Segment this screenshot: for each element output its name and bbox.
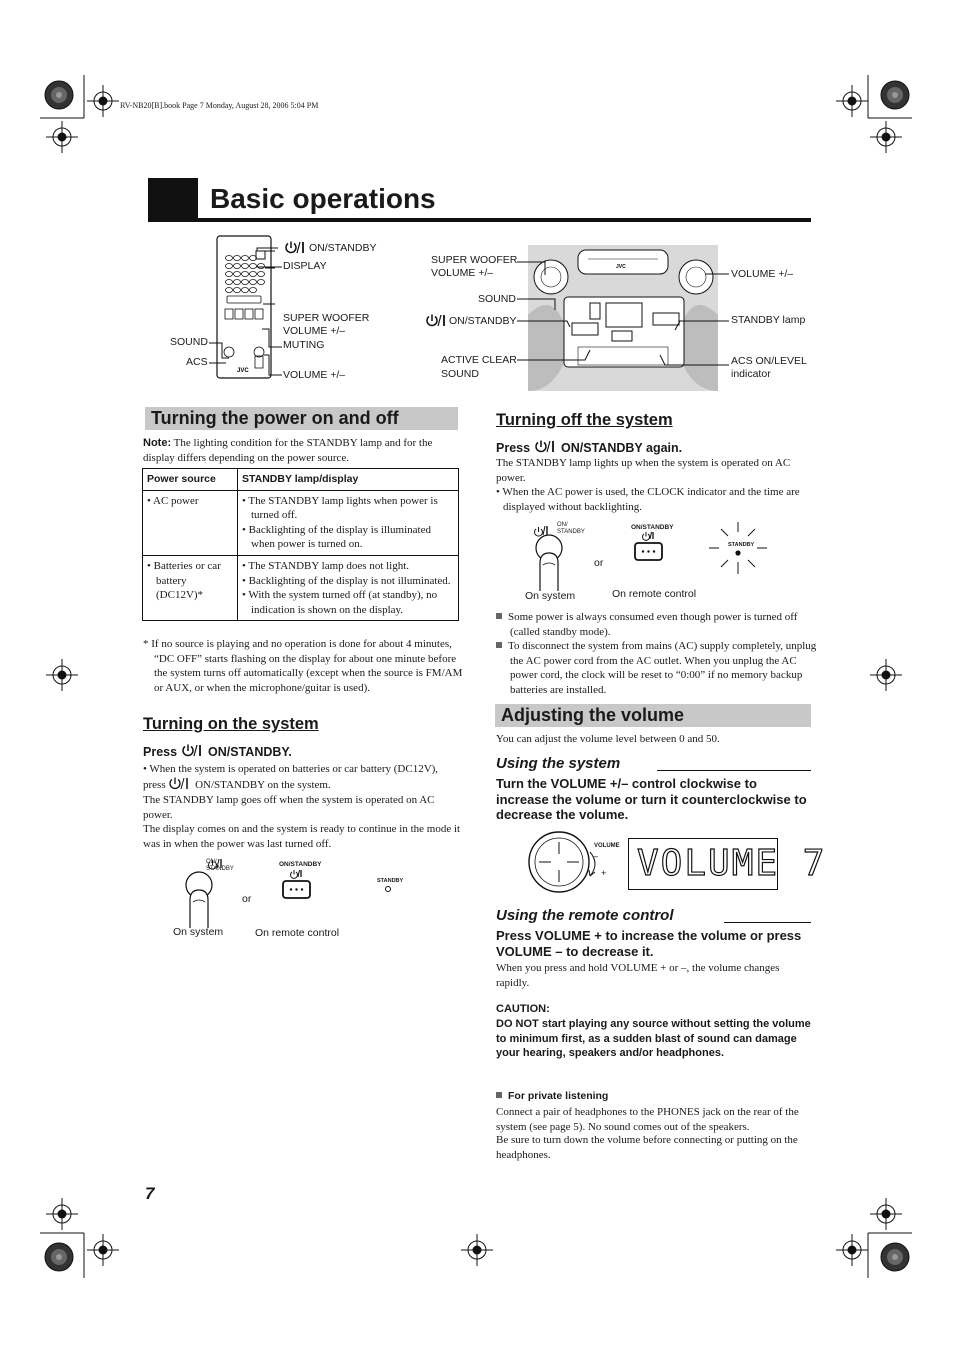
power-source-table [142, 468, 459, 621]
private-listening-para1: Connect a pair of headphones to the PHONES jack on the rear of the system (see page 5). No sound comes out of the speakers. [496, 1106, 799, 1133]
unit-label-on-standby: ON/STANDBY [449, 315, 517, 327]
remote-callout-lines [204, 240, 284, 390]
knob-minus-label: – [593, 851, 599, 861]
table-cell [143, 490, 238, 555]
power-symbol-icon [284, 241, 308, 255]
section-volume-heading [495, 704, 811, 727]
fig-or: or [594, 557, 604, 569]
unit-label-sound: SOUND [478, 293, 516, 305]
power-symbol-icon [425, 314, 449, 328]
note-text: To disconnect the system from mains (AC) supply completely, unplug the AC power cord from the AC outlet. When you unplug the AC power cord, the clock will be reset to “0:00” if no memory backup batteries are installed. [508, 640, 817, 696]
turn-off-press-instruction [496, 440, 682, 455]
heading-rule [724, 922, 811, 923]
table-cell-text: • AC power [147, 494, 199, 507]
heading-rule [657, 770, 811, 771]
private-heading-text: For private listening [508, 1090, 609, 1102]
remote-label-super-woofer-volume: VOLUME +/– [283, 325, 346, 337]
unit-callout-lines [515, 255, 730, 380]
fig-on-standby-label [557, 522, 585, 536]
table-row [143, 555, 459, 620]
fig-label-part: ON/ [206, 859, 217, 865]
private-listening-heading [496, 1090, 608, 1102]
turn-on-para1: The STANDBY lamp goes off when the system is operated on AC power. [143, 794, 435, 821]
fig-on-remote: On remote control [612, 588, 697, 600]
press-word: Press [496, 441, 531, 455]
remote-label-muting: MUTING [283, 339, 325, 351]
table-cell-text: • With the system turned off (at standby), no indication is shown on the display. [242, 589, 438, 616]
note-label: Note: [143, 437, 172, 449]
standby-lamp-off-icon [383, 884, 393, 894]
square-bullet-icon [496, 642, 502, 648]
table-header: Power source [143, 469, 238, 491]
footnote: * If no source is playing and no operation is done for about 4 minutes, “DC OFF” starts flashing on the display for about one minute before the system turns off automatically (except when the source is FM/AM or AUX, or when the microphone/guitar is used). [143, 638, 463, 694]
unit-label-super-woofer-volume: VOLUME +/– [431, 267, 494, 279]
note-text: The lighting condition for the STANDBY lamp and for the display differs depending on the power source. [143, 437, 433, 464]
knob-plus-label: + [601, 868, 607, 878]
fig-label-part: ON/ [557, 522, 568, 528]
remote-label-on-standby: ON/STANDBY [309, 242, 377, 254]
fig-on-remote: On remote control [255, 927, 340, 939]
fig-standby-label: STANDBY [377, 878, 404, 884]
turn-off-note-2 [496, 639, 822, 697]
unit-label-volume: VOLUME +/– [731, 268, 794, 280]
section-power-title: Turning the power on and off [151, 408, 399, 428]
press-word: Press [143, 745, 178, 759]
using-remote-heading: Using the remote control [496, 907, 674, 924]
bullet-text: • When the system is operated on batteries or car battery (DC12V), press [143, 763, 439, 791]
turn-on-heading: Turning on the system [143, 715, 319, 733]
fig-on-standby-label [206, 859, 234, 873]
table-cell-text: • The STANDBY lamp lights when power is turned off. [242, 494, 438, 522]
press-target: ON/STANDBY again. [561, 441, 683, 455]
power-symbol-icon [168, 777, 192, 790]
table-cell-text: • Backlighting of the display is illuminated when power is turned on. [242, 523, 431, 551]
power-note [143, 436, 461, 465]
remote-label-super-woofer: SUPER WOOFER [283, 312, 370, 324]
volume-display-text: VOLUME 7 [637, 843, 827, 884]
title-block [148, 178, 198, 220]
fig-on-system: On system [173, 926, 224, 938]
remote-label-display: DISPLAY [283, 260, 327, 272]
system-volume-instruction: Turn the VOLUME +/– control clockwise to increase the volume or turn it counterclockwise to decrease the volume. [496, 776, 807, 823]
unit-label-active-clear-sound: SOUND [441, 368, 479, 380]
fig-remote-on-standby-label: ON/STANDBY [631, 524, 674, 531]
square-bullet-icon [496, 613, 502, 619]
remote-label-sound: SOUND [170, 336, 208, 348]
table-header-row [143, 469, 459, 491]
turn-on-press-instruction [143, 744, 292, 759]
title-rule [148, 218, 811, 222]
turn-off-note-1 [496, 610, 822, 639]
turn-off-para1: The STANDBY lamp lights up when the system is operated on AC power. [496, 457, 791, 484]
unit-label-active-clear: ACTIVE CLEAR [441, 354, 517, 366]
table-cell-text: • Backlighting of the display is not illuminated. [242, 574, 451, 587]
remote-volume-note: When you press and hold VOLUME + or –, the volume changes rapidly. [496, 962, 780, 989]
remote-volume-instruction: Press VOLUME + to increase the volume or press VOLUME – to decrease it. [496, 928, 802, 959]
press-target: ON/STANDBY. [208, 745, 292, 759]
turn-off-heading: Turning off the system [496, 411, 673, 429]
unit-brand: JVC [616, 264, 626, 270]
section-volume-title: Adjusting the volume [501, 705, 685, 725]
table-cell [238, 490, 459, 555]
table-cell-text: • The STANDBY lamp does not light. [242, 559, 410, 572]
page-title: Basic operations [210, 183, 436, 214]
square-bullet-icon [496, 1092, 502, 1098]
volume-intro: You can adjust the volume level between 0 and 50. [496, 733, 720, 745]
fig-label-part: STANDBY [557, 529, 585, 535]
unit-label-super-woofer: SUPER WOOFER [431, 254, 518, 266]
caution-label: CAUTION: [496, 1003, 550, 1015]
fig-standby-label: STANDBY [728, 542, 755, 548]
volume-display-screen [628, 838, 827, 890]
fig-remote-on-standby-label: ON/STANDBY [279, 861, 322, 868]
remote-label-volume: VOLUME +/– [283, 369, 346, 381]
power-symbol-icon [534, 440, 558, 454]
fig-or: or [242, 893, 252, 905]
bullet-text: ON/STANDBY on the system. [195, 778, 331, 791]
private-listening-para2: Be sure to turn down the volume before connecting or putting on the headphones. [496, 1134, 798, 1161]
unit-label-standby-lamp: STANDBY lamp [731, 314, 806, 326]
remote-brand: JVC [237, 368, 249, 374]
table-cell [143, 555, 238, 620]
table-cell [238, 555, 459, 620]
turn-on-bullet [143, 762, 461, 792]
knob-volume-label: VOLUME [594, 843, 620, 849]
turn-on-para2: The display comes on and the system is ready to continue in the mode it was in when the power was last turned off. [143, 823, 461, 850]
caution-text: DO NOT start playing any source without setting the volume to minimum first, as a sudden blast of sound can damage your hearing, speakers and/or headphones. [496, 1018, 811, 1060]
fig-label-part: STANDBY [206, 866, 234, 872]
unit-label-acs: ACS ON/LEVEL [731, 355, 807, 367]
power-symbol-icon [181, 744, 205, 758]
unit-label-acs-indicator: indicator [731, 368, 771, 380]
remote-label-acs: ACS [186, 356, 208, 368]
remote-power-button-illustration [280, 869, 314, 901]
section-power-heading [145, 407, 458, 430]
fig-on-system: On system [525, 590, 576, 602]
using-system-heading: Using the system [496, 755, 621, 772]
remote-power-button-illustration [632, 531, 666, 563]
note-text: Some power is always consumed even though power is turned off (called standby mode). [508, 611, 798, 638]
volume-knob-illustration [527, 830, 591, 894]
table-row [143, 490, 459, 555]
file-info: RV-NB20[B].book Page 7 Monday, August 28, 2006 5:04 PM [120, 101, 319, 110]
table-header: STANDBY lamp/display [238, 469, 459, 491]
turn-off-bullet: • When the AC power is used, the CLOCK indicator and the time are displayed without backlighting. [496, 486, 800, 513]
page-number: 7 [145, 1184, 155, 1203]
table-cell-text: • Batteries or car battery (DC12V)* [147, 559, 221, 602]
